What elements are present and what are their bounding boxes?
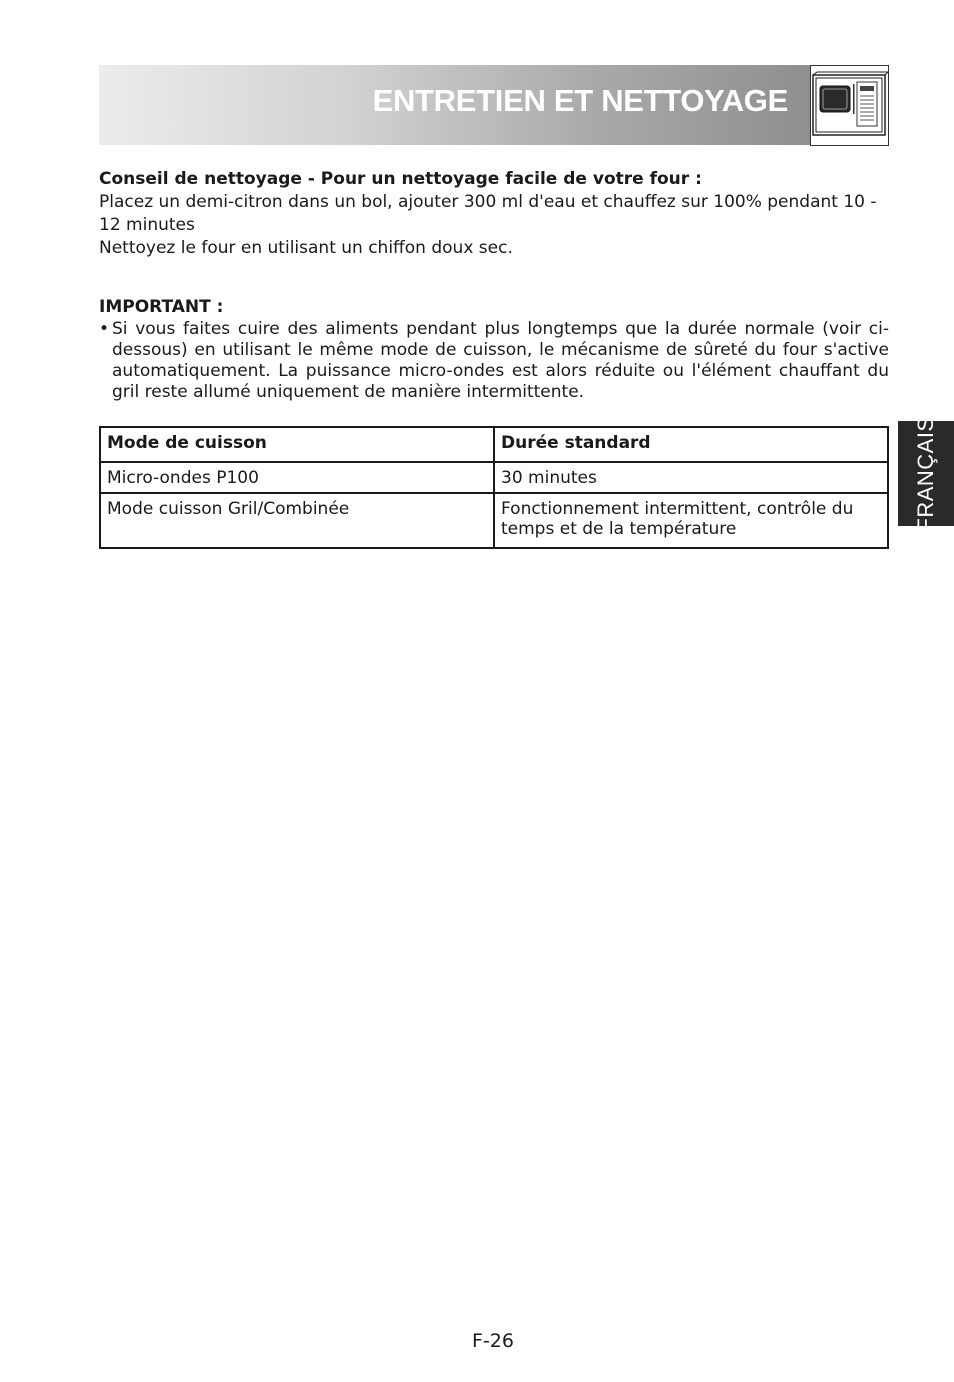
section-header: [99, 65, 810, 145]
table-cell-mode: Mode cuisson Gril/Combinée: [100, 493, 494, 548]
microwave-oven-icon: [810, 65, 889, 146]
table-cell-duration: Fonctionnement intermittent, contrôle du temps et de la température: [494, 493, 888, 548]
important-bullet-text: Si vous faites cuire des aliments pendant plus longtemps que la durée normale (voir ci-dessous) en utilisant le même mode de cuisson, le mécanisme de sûreté du four s'active automatiquement. La puissance micro-ondes est alors réduite ou l'élément chauffant du gril reste allumé uniquement de manière intermittente.: [112, 319, 889, 402]
column-header-duration: Durée standard: [494, 427, 888, 462]
standard-duration-table: [99, 426, 889, 549]
language-tab: [898, 415, 954, 532]
table-cell-duration: 30 minutes: [494, 462, 888, 493]
cleaning-tip-line-2: Nettoyez le four en utilisant un chiffon doux sec.: [99, 238, 513, 258]
important-bullet: [99, 319, 889, 403]
main-content: [99, 168, 889, 403]
important-heading: IMPORTANT :: [99, 297, 224, 317]
table-row: [100, 462, 888, 493]
page-title: ENTRETIEN ET NETTOYAGE: [372, 83, 788, 118]
bullet-dot: •: [99, 319, 110, 339]
table-row: [100, 493, 888, 548]
page-number: F-26: [472, 1330, 514, 1352]
spacer: [99, 260, 889, 296]
cleaning-tip-line-1: Placez un demi-citron dans un bol, ajouter 300 ml d'eau et chauffez sur 100% pendant 10 - 12 minutes: [99, 192, 877, 235]
column-header-mode: Mode de cuisson: [100, 427, 494, 462]
table-header-row: [100, 427, 888, 462]
cleaning-tip-heading: Conseil de nettoyage - Pour un nettoyage facile de votre four :: [99, 169, 702, 189]
language-tab-label: FRANÇAIS: [913, 415, 938, 532]
table-cell-mode: Micro-ondes P100: [100, 462, 494, 493]
